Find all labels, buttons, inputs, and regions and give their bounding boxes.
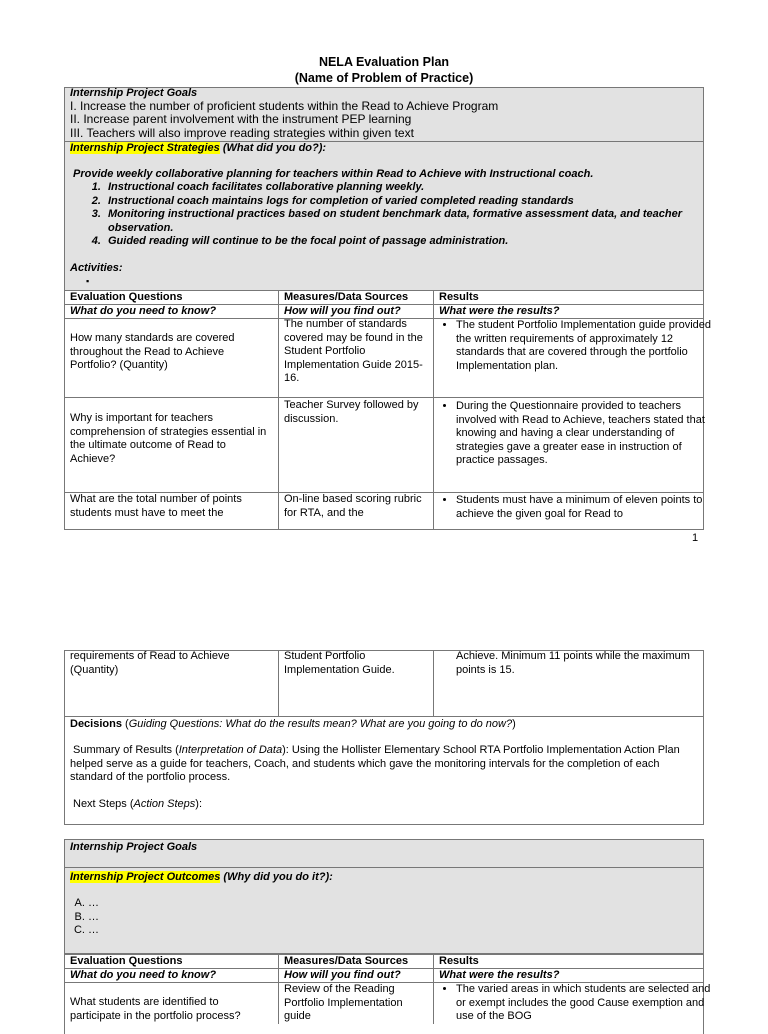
decisions-prompt: Guiding Questions: What do the results mean? What are you going to do now? bbox=[128, 718, 513, 730]
activities-bullet: ▪ bbox=[86, 276, 90, 286]
result-cell: • During the Questionnaire provided to teachers involved with Read to Achieve, teachers stated that knowing and having a clear understanding of strategies gave a greater ease in instruction of practice passages. bbox=[456, 400, 718, 468]
question-cell: Why is important for teachers comprehension of strategies essential in the ultimate outcome of Read to Achieve? bbox=[70, 412, 267, 465]
strategies-list bbox=[86, 181, 704, 249]
col-subheader-results: What were the results? bbox=[439, 969, 560, 981]
measure-cell: On-line based scoring rubric for RTA, and the bbox=[284, 493, 422, 519]
goal-item: I. Increase the number of proficient students within the Read to Achieve Program bbox=[70, 99, 499, 113]
strategy-item: 4. Guided reading will continue to be the focal point of passage administration. bbox=[104, 235, 704, 249]
col-header-results: Results bbox=[439, 955, 479, 967]
next-steps-label: Next Steps ( bbox=[73, 798, 134, 810]
measure-cell: The number of standards covered may be found in the Student Portfolio Implementation Guide 2015-16. bbox=[284, 318, 423, 385]
result-cell: Achieve. Minimum 11 points while the maximum points is 15. bbox=[456, 650, 690, 676]
strategies-heading-line bbox=[70, 142, 326, 156]
question-cell: How many standards are covered throughout the Read to Achieve Portfolio? (Quantity) bbox=[70, 332, 235, 372]
result-cell: • The varied areas in which students are selected and or exempt includes the good Cause exemption and use of the BOG bbox=[456, 983, 718, 1024]
summary-italic: Interpretation of Data bbox=[178, 744, 283, 756]
divider bbox=[64, 397, 704, 398]
question-cell: What students are identified to participate in the portfolio process? bbox=[70, 996, 241, 1022]
col-header-results: Results bbox=[439, 291, 479, 303]
outcome-item: A. … bbox=[88, 897, 99, 911]
document-title: NELA Evaluation Plan bbox=[318, 55, 450, 69]
col-header-measures: Measures/Data Sources bbox=[284, 955, 409, 967]
question-cell: What are the total number of points students must have to meet the bbox=[70, 493, 242, 519]
result-cell: • Students must have a minimum of eleven points to achieve the given goal for Read to bbox=[456, 494, 718, 521]
summary-paragraph bbox=[70, 744, 694, 785]
col-subheader-results: What were the results? bbox=[439, 305, 560, 317]
next-steps-italic: Action Steps bbox=[133, 798, 196, 810]
goals-heading: Internship Project Goals bbox=[70, 841, 198, 853]
activities-label: Activities: bbox=[70, 262, 123, 274]
document-subtitle: (Name of Problem of Practice) bbox=[294, 71, 474, 85]
result-list bbox=[438, 983, 718, 1024]
column-divider bbox=[433, 650, 434, 716]
column-divider bbox=[278, 290, 279, 530]
decisions-label: Decisions bbox=[70, 718, 122, 730]
result-list bbox=[438, 400, 718, 468]
divider bbox=[64, 716, 704, 717]
outcomes-question: (Why did you do it?): bbox=[220, 871, 333, 883]
measure-cell: Review of the Reading Portfolio Implementation guide bbox=[284, 983, 403, 1023]
goal-item: III. Teachers will also improve reading strategies within given text bbox=[70, 126, 414, 140]
measure-cell: Student Portfolio Implementation Guide. bbox=[284, 650, 395, 676]
question-cell: requirements of Read to Achieve (Quantity) bbox=[70, 650, 230, 676]
col-header-measures: Measures/Data Sources bbox=[284, 291, 409, 303]
col-subheader-measures: How will you find out? bbox=[284, 969, 401, 981]
strategy-item: 2. Instructional coach maintains logs for completion of varied completed reading standards bbox=[104, 195, 704, 209]
result-list bbox=[438, 494, 718, 521]
page-number: 1 bbox=[692, 532, 699, 544]
strategies-heading: Internship Project Strategies bbox=[70, 142, 220, 154]
col-header-questions: Evaluation Questions bbox=[70, 291, 183, 303]
outcomes-heading-line bbox=[70, 871, 333, 885]
outcome-item: C. … bbox=[88, 924, 99, 938]
column-divider bbox=[278, 954, 279, 1024]
goals-heading: Internship Project Goals bbox=[70, 87, 198, 99]
strategies-intro: Provide weekly collaborative planning for teachers within Read to Achieve with Instructional coach. bbox=[73, 168, 594, 180]
outcomes-list bbox=[70, 897, 99, 938]
summary-text: ): Using the Hollister Elementary School RTA Portfolio Implementation Action Plan helped serve as a guide for teachers, Coach, and students which gave the monitoring intervals for the completion of each standard of the portfolio process. bbox=[70, 744, 680, 784]
next-steps-end: ): bbox=[195, 798, 203, 810]
column-divider bbox=[433, 954, 434, 1024]
strategy-item: 1. Instructional coach facilitates collaborative planning weekly. bbox=[104, 181, 704, 195]
strategy-item: 3. Monitoring instructional practices based on student benchmark data, formative assessment data, and teacher observation. bbox=[104, 208, 704, 235]
result-cell: • The student Portfolio Implementation guide provided the written requirements of approximately 12 standards that are covered through the portfolio Implementation plan. bbox=[456, 319, 718, 373]
column-divider bbox=[433, 290, 434, 530]
measure-cell: Teacher Survey followed by discussion. bbox=[284, 399, 419, 425]
col-subheader-measures: How will you find out? bbox=[284, 305, 401, 317]
column-divider bbox=[278, 650, 279, 716]
col-subheader-questions: What do you need to know? bbox=[70, 969, 217, 981]
result-list bbox=[438, 319, 718, 373]
summary-label: Summary of Results ( bbox=[73, 744, 179, 756]
decisions-line: Decisions (Guiding Questions: What do the results mean? What are you going to do now?) bbox=[70, 718, 516, 730]
outcome-item: B. … bbox=[88, 911, 99, 925]
outcomes-heading: Internship Project Outcomes bbox=[70, 871, 221, 883]
divider bbox=[64, 867, 704, 868]
col-subheader-questions: What do you need to know? bbox=[70, 305, 217, 317]
goal-item: II. Increase parent involvement with the instrument PEP learning bbox=[70, 112, 412, 126]
goals-outcomes-section bbox=[64, 839, 704, 954]
next-steps-line bbox=[73, 798, 202, 812]
col-header-questions: Evaluation Questions bbox=[70, 955, 183, 967]
strategies-question: (What did you do?): bbox=[219, 142, 327, 154]
